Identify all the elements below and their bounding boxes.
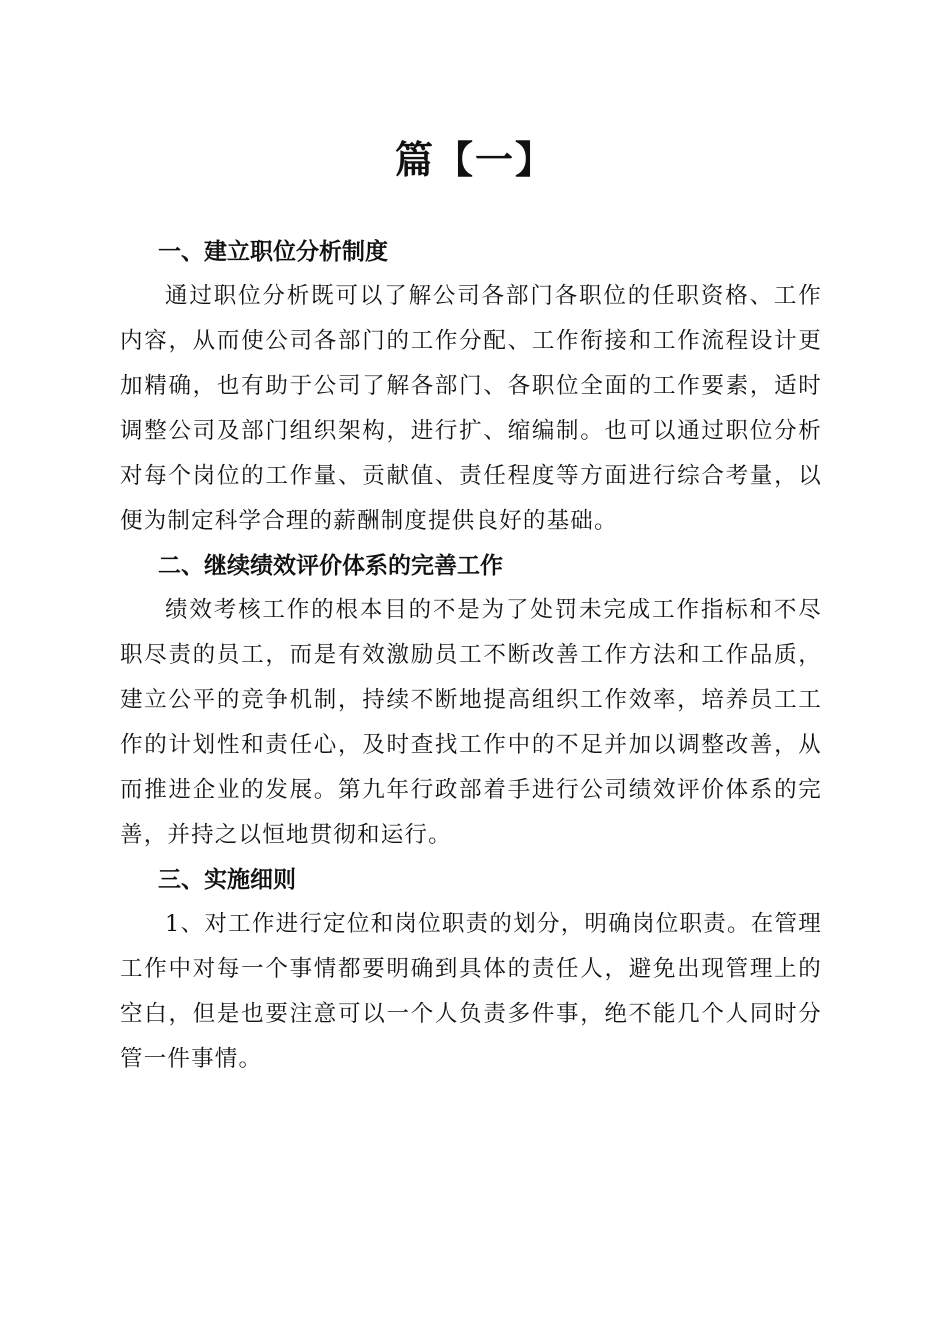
section-implementation-rules <box>120 858 822 1082</box>
document-body <box>120 230 822 1082</box>
section-heading: 三、实施细则 <box>158 867 296 893</box>
section-paragraph: 通过职位分析既可以了解公司各部门各职位的任职资格、工作内容，从而使公司各部门的工作分配、工作衔接和工作流程设计更加精确，也有助于公司了解各部门、各职位全面的工作要素，适时调整公司及部门组织架构，进行扩、缩编制。也可以通过职位分析对每个岗位的工作量、贡献值、责任程度等方面进行综合考量，以便为制定科学合理的薪酬制度提供良好的基础。 <box>120 283 822 534</box>
section-paragraph: 绩效考核工作的根本目的不是为了处罚未完成工作指标和不尽职尽责的员工，而是有效激励员工不断改善工作方法和工作品质，建立公平的竞争机制，持续不断地提高组织工作效率，培养员工工作的计划性和责任心，及时查找工作中的不足并加以调整改善，从而推进企业的发展。第九年行政部着手进行公司绩效评价体系的完善，并持之以恒地贯彻和运行。 <box>120 597 822 848</box>
section-paragraph: 1、对工作进行定位和岗位职责的划分，明确岗位职责。在管理工作中对每一个事情都要明确到具体的责任人，避免出现管理上的空白，但是也要注意可以一个人负责多件事，绝不能几个人同时分管一件事情。 <box>120 911 822 1072</box>
section-heading: 一、建立职位分析制度 <box>158 239 388 265</box>
section-job-analysis <box>120 230 822 544</box>
page-title: 篇【一】 <box>394 137 555 182</box>
section-heading: 二、继续绩效评价体系的完善工作 <box>158 553 503 579</box>
section-performance-evaluation <box>120 544 822 858</box>
